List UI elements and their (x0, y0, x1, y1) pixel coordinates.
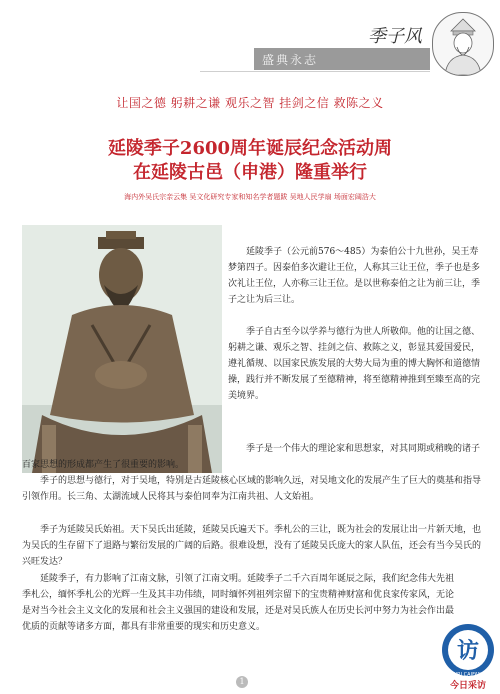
header-divider (200, 71, 430, 72)
paragraph-2: 季子自古至今以学养与德行为世人所敬仰。他的让国之德、躬耕之谦、观乐之智、挂剑之信、救陈之义，彰显其爱国爱民，遵礼循规、以国家民族发展的大势大局为重的博大胸怀和道德情操，践行并不断发展了至德精神，将至德精神推到至臻至高的完美境界。 (228, 327, 481, 402)
column-name: 盛典永志 (262, 53, 319, 67)
slogan: 让国之德 躬耕之谦 观乐之智 挂剑之信 救陈之义 (116, 96, 384, 110)
statue-photo (22, 225, 222, 473)
jinri-caifang-logo (440, 622, 496, 692)
paragraph-4: 季子的思想与德行，对于吴地，特别是古延陵核心区域的影响久远，对吴地文化的发展产生了巨大的奠基和指导引领作用。长三角、太湖流域人民将其与泰伯同奉为江南共祖、人文始祖。 (22, 476, 482, 503)
paragraph-1: 延陵季子（公元前576～485）为泰伯公十九世孙，吴王寿梦第四子。因泰伯多次避让王位，人称其三让王位，季子也是多次礼让王位，人亦称三让王位。是以世称泰伯之让为前三让，季子之让为后三让。 (228, 247, 481, 306)
logo-sub: JINRI CAIFANG (450, 672, 486, 678)
headline-line-1: 延陵季子2600周年诞辰纪念活动周 (107, 138, 393, 159)
byline: 海内外吴氏宗亲云集 吴文化研究专家和知名学者题跋 吴地人民学扇 场面宏阔浩大 (124, 193, 376, 201)
paragraph-3: 季子是一个伟大的理论家和思想家，对其同期或稍晚的诸子百家思想的形成都产生了很重要的影响。 (22, 444, 481, 471)
paragraph-6: 延陵季子，有力影响了江南文脉，引领了江南文明。延陵季子二千六百周年诞辰之际，我们纪念伟大先祖季札公，缅怀季札公的光辉一生及其丰功伟绩，同时缅怀列祖列宗留下的宝贵精神财富和优良家传家风，无论是对当今社会主义文化的发展和社会主义强国的建设和发展，还是对吴氏族人在历史长河中努力为社会作出最优质的贡献等诸多方面，都具有非常重要的现实和历史意义。 (22, 574, 455, 633)
paragraph-5: 季子为延陵吴氏始祖。天下吴氏出延陵，延陵吴氏遍天下。季札公的三让，既为社会的发展让出一片新天地，也为吴氏的生存留下了退路与繁衍发展的广阔的后路。很难设想，没有了延陵吴氏庞大的家人队伍，还会有当今吴氏的兴旺发达？ (22, 525, 482, 568)
sage-portrait-icon (432, 12, 494, 76)
page-number: 1 (236, 676, 248, 688)
logo-glyph: 访 (456, 639, 480, 664)
column-banner (254, 48, 430, 70)
headline-line-2: 在延陵古邑（申港）隆重举行 (133, 162, 367, 183)
column-calligraphy: 季子风 (368, 26, 422, 47)
logo-caption: 今日采访 (449, 681, 486, 691)
